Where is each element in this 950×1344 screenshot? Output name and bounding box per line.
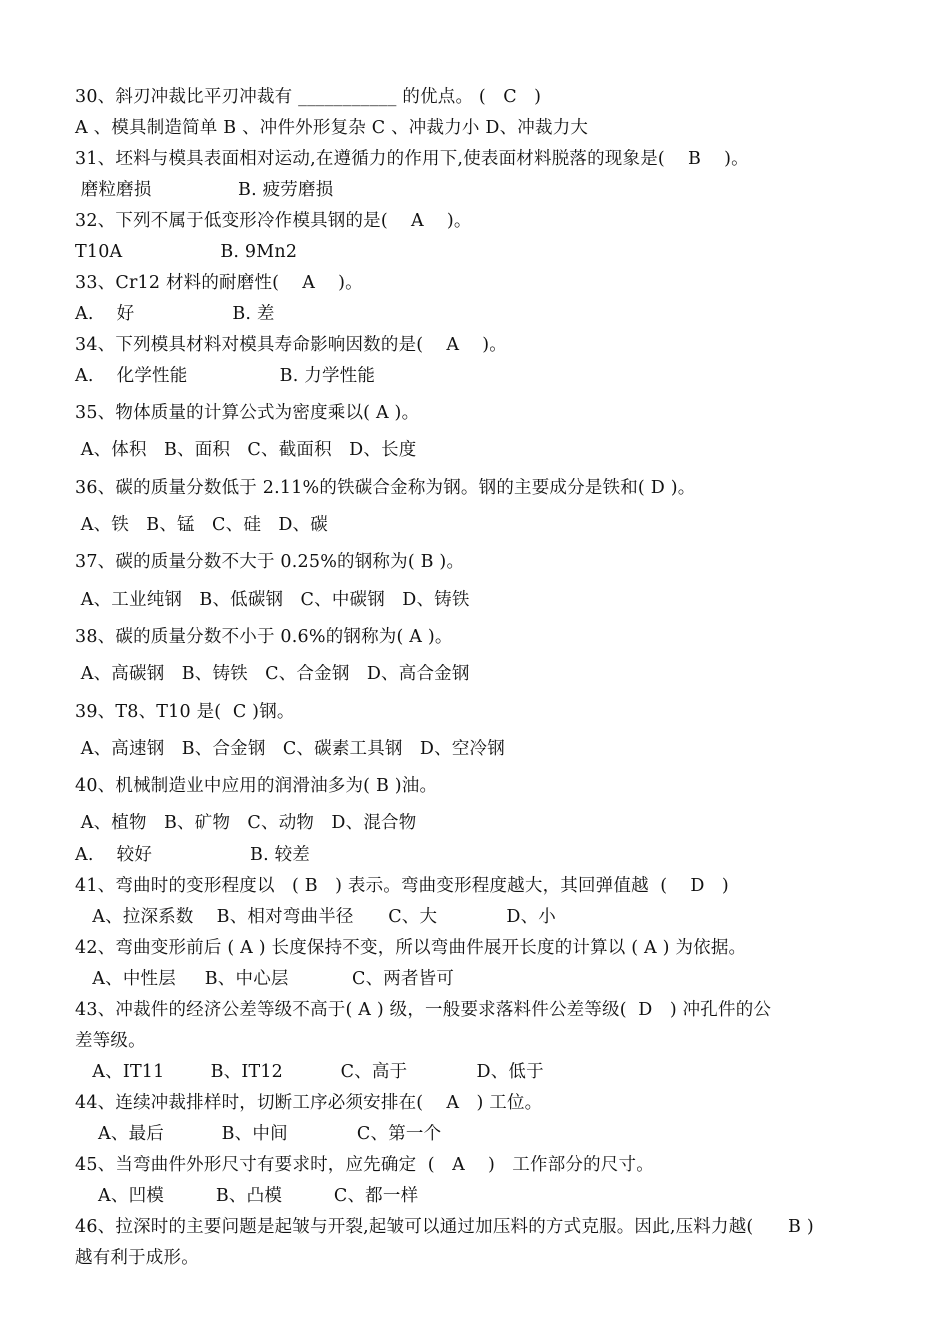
options-33: A. 好 B. 差 bbox=[75, 304, 275, 324]
question-40: 40、机械制造业中应用的润滑油多为( B )油。 bbox=[75, 776, 438, 796]
options-31: 磨粒磨损 B. 疲劳磨损 bbox=[75, 180, 334, 200]
question-36: 36、碳的质量分数低于 2.11%的铁碳合金称为钢。钢的主要成分是铁和( D )。 bbox=[75, 478, 696, 498]
options-41: A、拉深系数 B、相对弯曲半径 C、大 D、小 bbox=[75, 907, 556, 927]
question-44: 44、连续冲裁排样时，切断工序必须安排在( A ) 工位。 bbox=[75, 1093, 543, 1113]
question-43-continued: 差等级。 bbox=[75, 1031, 146, 1051]
question-45: 45、当弯曲件外形尺寸有要求时，应先确定 ( A ) 工作部分的尺寸。 bbox=[75, 1155, 654, 1175]
options-35: A、体积 B、面积 C、截面积 D、长度 bbox=[75, 440, 417, 460]
options-45: A、凹模 B、凸模 C、都一样 bbox=[75, 1186, 419, 1206]
question-32: 32、下列不属于低变形冷作模具钢的是( A )。 bbox=[75, 211, 472, 231]
options-40-extra: A. 较好 B. 较差 bbox=[75, 845, 311, 865]
options-44: A、最后 B、中间 C、第一个 bbox=[75, 1124, 442, 1144]
options-42: A、中性层 B、中心层 C、两者皆可 bbox=[75, 969, 455, 989]
question-42: 42、弯曲变形前后 ( A ) 长度保持不变，所以弯曲件展开长度的计算以 ( A ) 为依据。 bbox=[75, 938, 747, 958]
options-32: T10A B. 9Mn2 bbox=[75, 242, 298, 262]
options-37: A、工业纯钢 B、低碳钢 C、中碳钢 D、铸铁 bbox=[75, 590, 470, 610]
question-41: 41、弯曲时的变形程度以 ( B ) 表示。弯曲变形程度越大，其回弹值越 ( D ) bbox=[75, 876, 729, 896]
question-31: 31、坯料与模具表面相对运动,在遵循力的作用下,使表面材料脱落的现象是( B )。 bbox=[75, 149, 749, 169]
options-40: A、植物 B、矿物 C、动物 D、混合物 bbox=[75, 813, 417, 833]
options-43: A、IT11 B、IT12 C、高于 D、低于 bbox=[75, 1062, 544, 1082]
options-34: A. 化学性能 B. 力学性能 bbox=[75, 366, 376, 386]
question-33: 33、Cr12 材料的耐磨性( A )。 bbox=[75, 273, 363, 293]
options-36: A、铁 B、锰 C、硅 D、碳 bbox=[75, 515, 328, 535]
question-35: 35、物体质量的计算公式为密度乘以( A )。 bbox=[75, 403, 420, 423]
question-38: 38、碳的质量分数不小于 0.6%的钢称为( A )。 bbox=[75, 627, 453, 647]
options-39: A、高速钢 B、合金钢 C、碳素工具钢 D、空冷钢 bbox=[75, 739, 505, 759]
question-34: 34、下列模具材料对模具寿命影响因数的是( A )。 bbox=[75, 335, 507, 355]
question-30: 30、斜刃冲裁比平刃冲裁有 ___________ 的优点。 ( C ) bbox=[75, 87, 542, 107]
question-37: 37、碳的质量分数不大于 0.25%的钢称为( B )。 bbox=[75, 552, 465, 572]
question-39: 39、T8、T10 是( C )钢。 bbox=[75, 702, 295, 722]
options-38: A、高碳钢 B、铸铁 C、合金钢 D、高合金钢 bbox=[75, 664, 470, 684]
options-30: A 、模具制造简单 B 、冲件外形复杂 C 、冲裁力小 D、冲裁力大 bbox=[75, 118, 589, 138]
question-46-continued: 越有利于成形。 bbox=[75, 1248, 199, 1268]
question-46: 46、拉深时的主要问题是起皱与开裂,起皱可以通过加压料的方式克服。因此,压料力越( B ) bbox=[75, 1217, 814, 1237]
question-43: 43、冲裁件的经济公差等级不高于( A ) 级，一般要求落料件公差等级( D ) 冲孔件的公 bbox=[75, 1000, 772, 1020]
